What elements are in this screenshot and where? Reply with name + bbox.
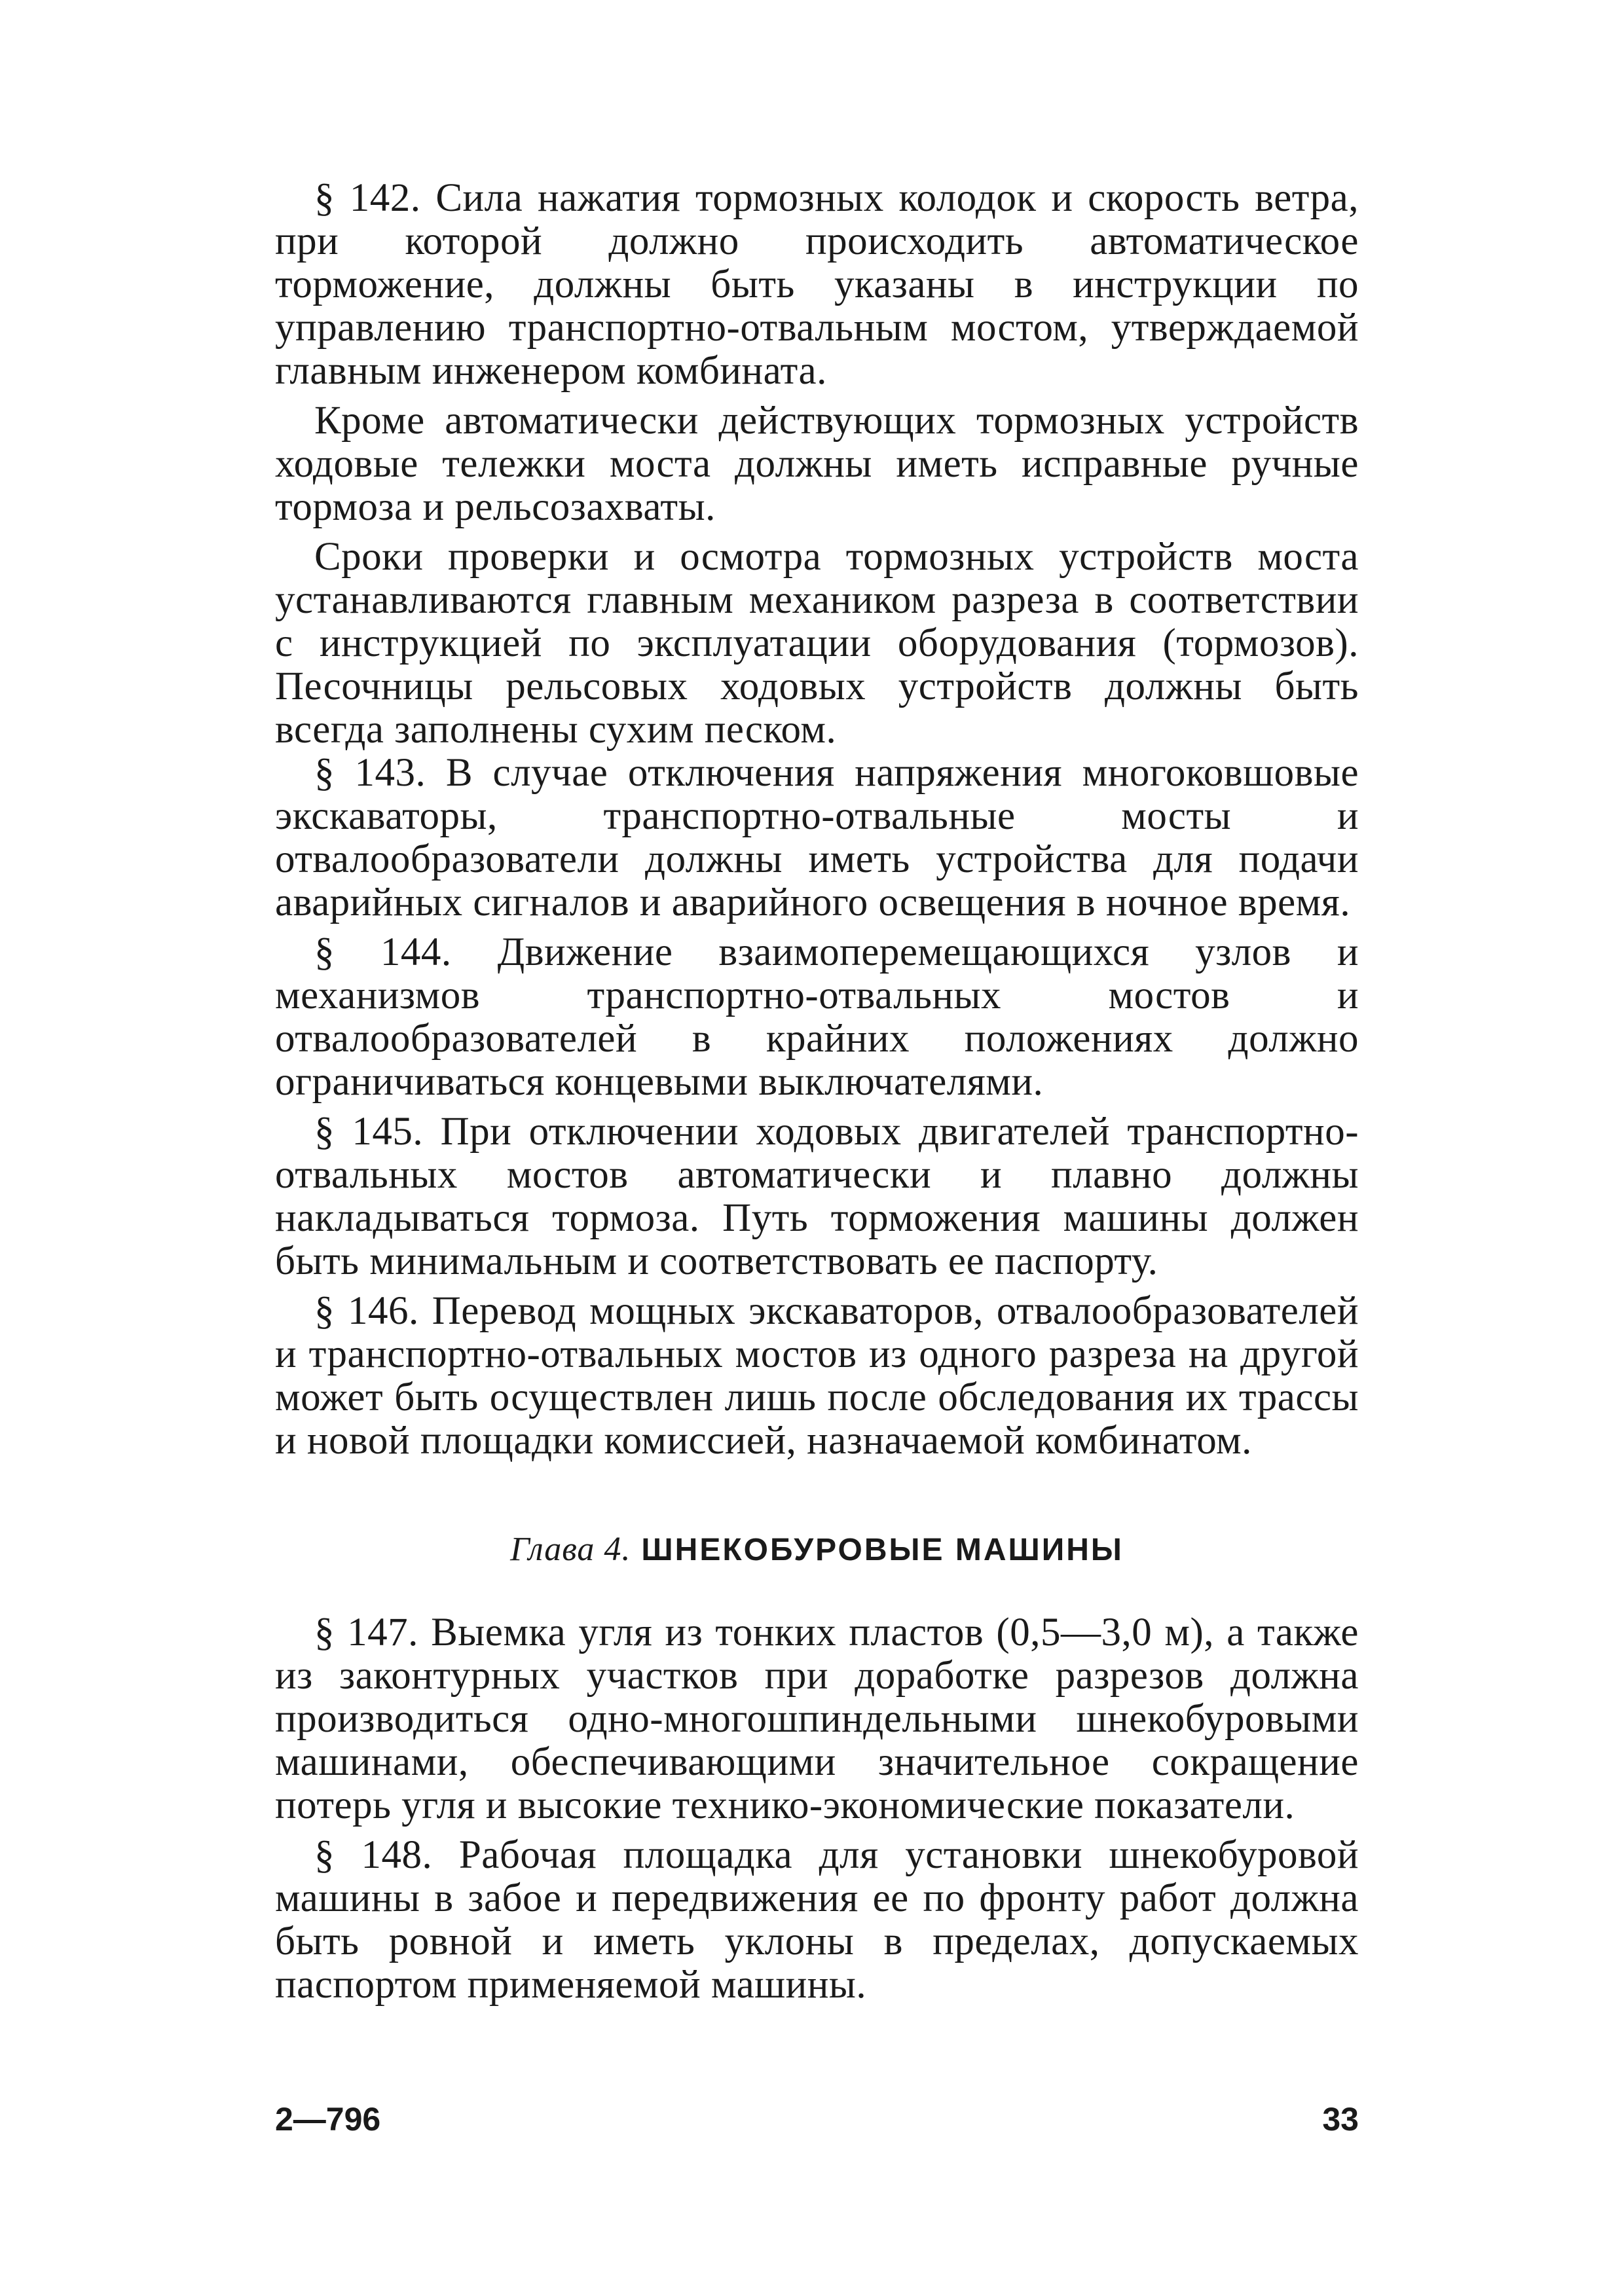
paragraph-text: В случае отключения напряжения многоковшовые экскаваторы, транспортно-отвальные мосты и отвалообразователи должны иметь устройства для подачи аварийных сигналов и аварийного освещения в ночное время. (275, 751, 1359, 924)
paragraph-text: Сила нажатия тормозных колодок и скорость ветра, при которой должно происходить автоматическое торможение, должны быть указаны в инструкции по управлению транспортно-отвальным мостом, утверждаемой главным инженером комбината. (275, 176, 1359, 393)
paragraph-142-brakes (275, 399, 1359, 529)
paragraph-text: Кроме автоматически действующих тормозных устройств ходовые тележки моста должны иметь исправные ручные тормоза и рельсозахваты. (275, 399, 1359, 529)
section-number: § 146. (314, 1289, 419, 1333)
paragraph-143 (275, 752, 1359, 924)
paragraph-144 (275, 931, 1359, 1104)
paragraph-text: Выемка угля из тонких пластов (0,5—3,0 м), а также из законтурных участков при доработке разрезов должна производиться одно-многошпиндельными шнекобуровыми машинами, обеспечивающими значительное сокращение потерь угля и высокие технико-экономические показатели. (275, 1611, 1359, 1827)
chapter-heading (275, 1528, 1359, 1572)
paragraph-146 (275, 1290, 1359, 1463)
page-number: 33 (1322, 2101, 1359, 2138)
paragraph-142 (275, 177, 1359, 393)
paragraph-148 (275, 1834, 1359, 2007)
section-number: § 142. (314, 176, 421, 220)
printer-signature: 2—796 (275, 2101, 381, 2138)
paragraph-147 (275, 1611, 1359, 1827)
page-footer (275, 2100, 1359, 2143)
paragraph-text: При отключении ходовых двигателей транспортно-отвальных мостов автоматически и плавно должны накладываться тормоза. Путь торможения машины должен быть минимальным и соответствовать ее паспорту. (275, 1110, 1359, 1283)
section-number: § 147. (314, 1611, 418, 1654)
chapter-title: ШНЕКОБУРОВЫЕ МАШИНЫ (641, 1533, 1124, 1567)
paragraph-text: Рабочая площадка для установки шнекобуровой машины в забое и передвижения ее по фронту работ должна быть ровной и иметь уклоны в пределах, допускаемых паспортом применяемой машины. (275, 1833, 1359, 2007)
section-number: § 143. (314, 751, 426, 795)
section-number: § 148. (314, 1833, 433, 1877)
paragraph-text: Движение взаимоперемещающихся узлов и механизмов транспортно-отвальных мостов и отвалообразователей в крайних положениях должно ограничиваться концевыми выключателями. (275, 930, 1359, 1104)
chapter-prefix: Глава 4. (510, 1531, 631, 1568)
paragraph-text: Перевод мощных экскаваторов, отвалообразователей и транспортно-отвальных мостов из одного разреза на другой может быть осуществлен лишь после обследования их трассы и новой площадки комиссией, назначаемой комбинатом. (275, 1289, 1359, 1463)
paragraph-text: Сроки проверки и осмотра тормозных устройств моста устанавливаются главным механиком разреза в соответствии с инструкцией по эксплуатации оборудования (тормозов). Песочницы рельсовых ходовых устройств должны быть всегда заполнены сухим песком. (275, 535, 1359, 752)
paragraph-142-inspection (275, 536, 1359, 752)
page-body (275, 177, 1359, 2007)
section-number: § 144. (314, 930, 452, 974)
paragraph-145 (275, 1110, 1359, 1283)
section-number: § 145. (314, 1110, 424, 1154)
